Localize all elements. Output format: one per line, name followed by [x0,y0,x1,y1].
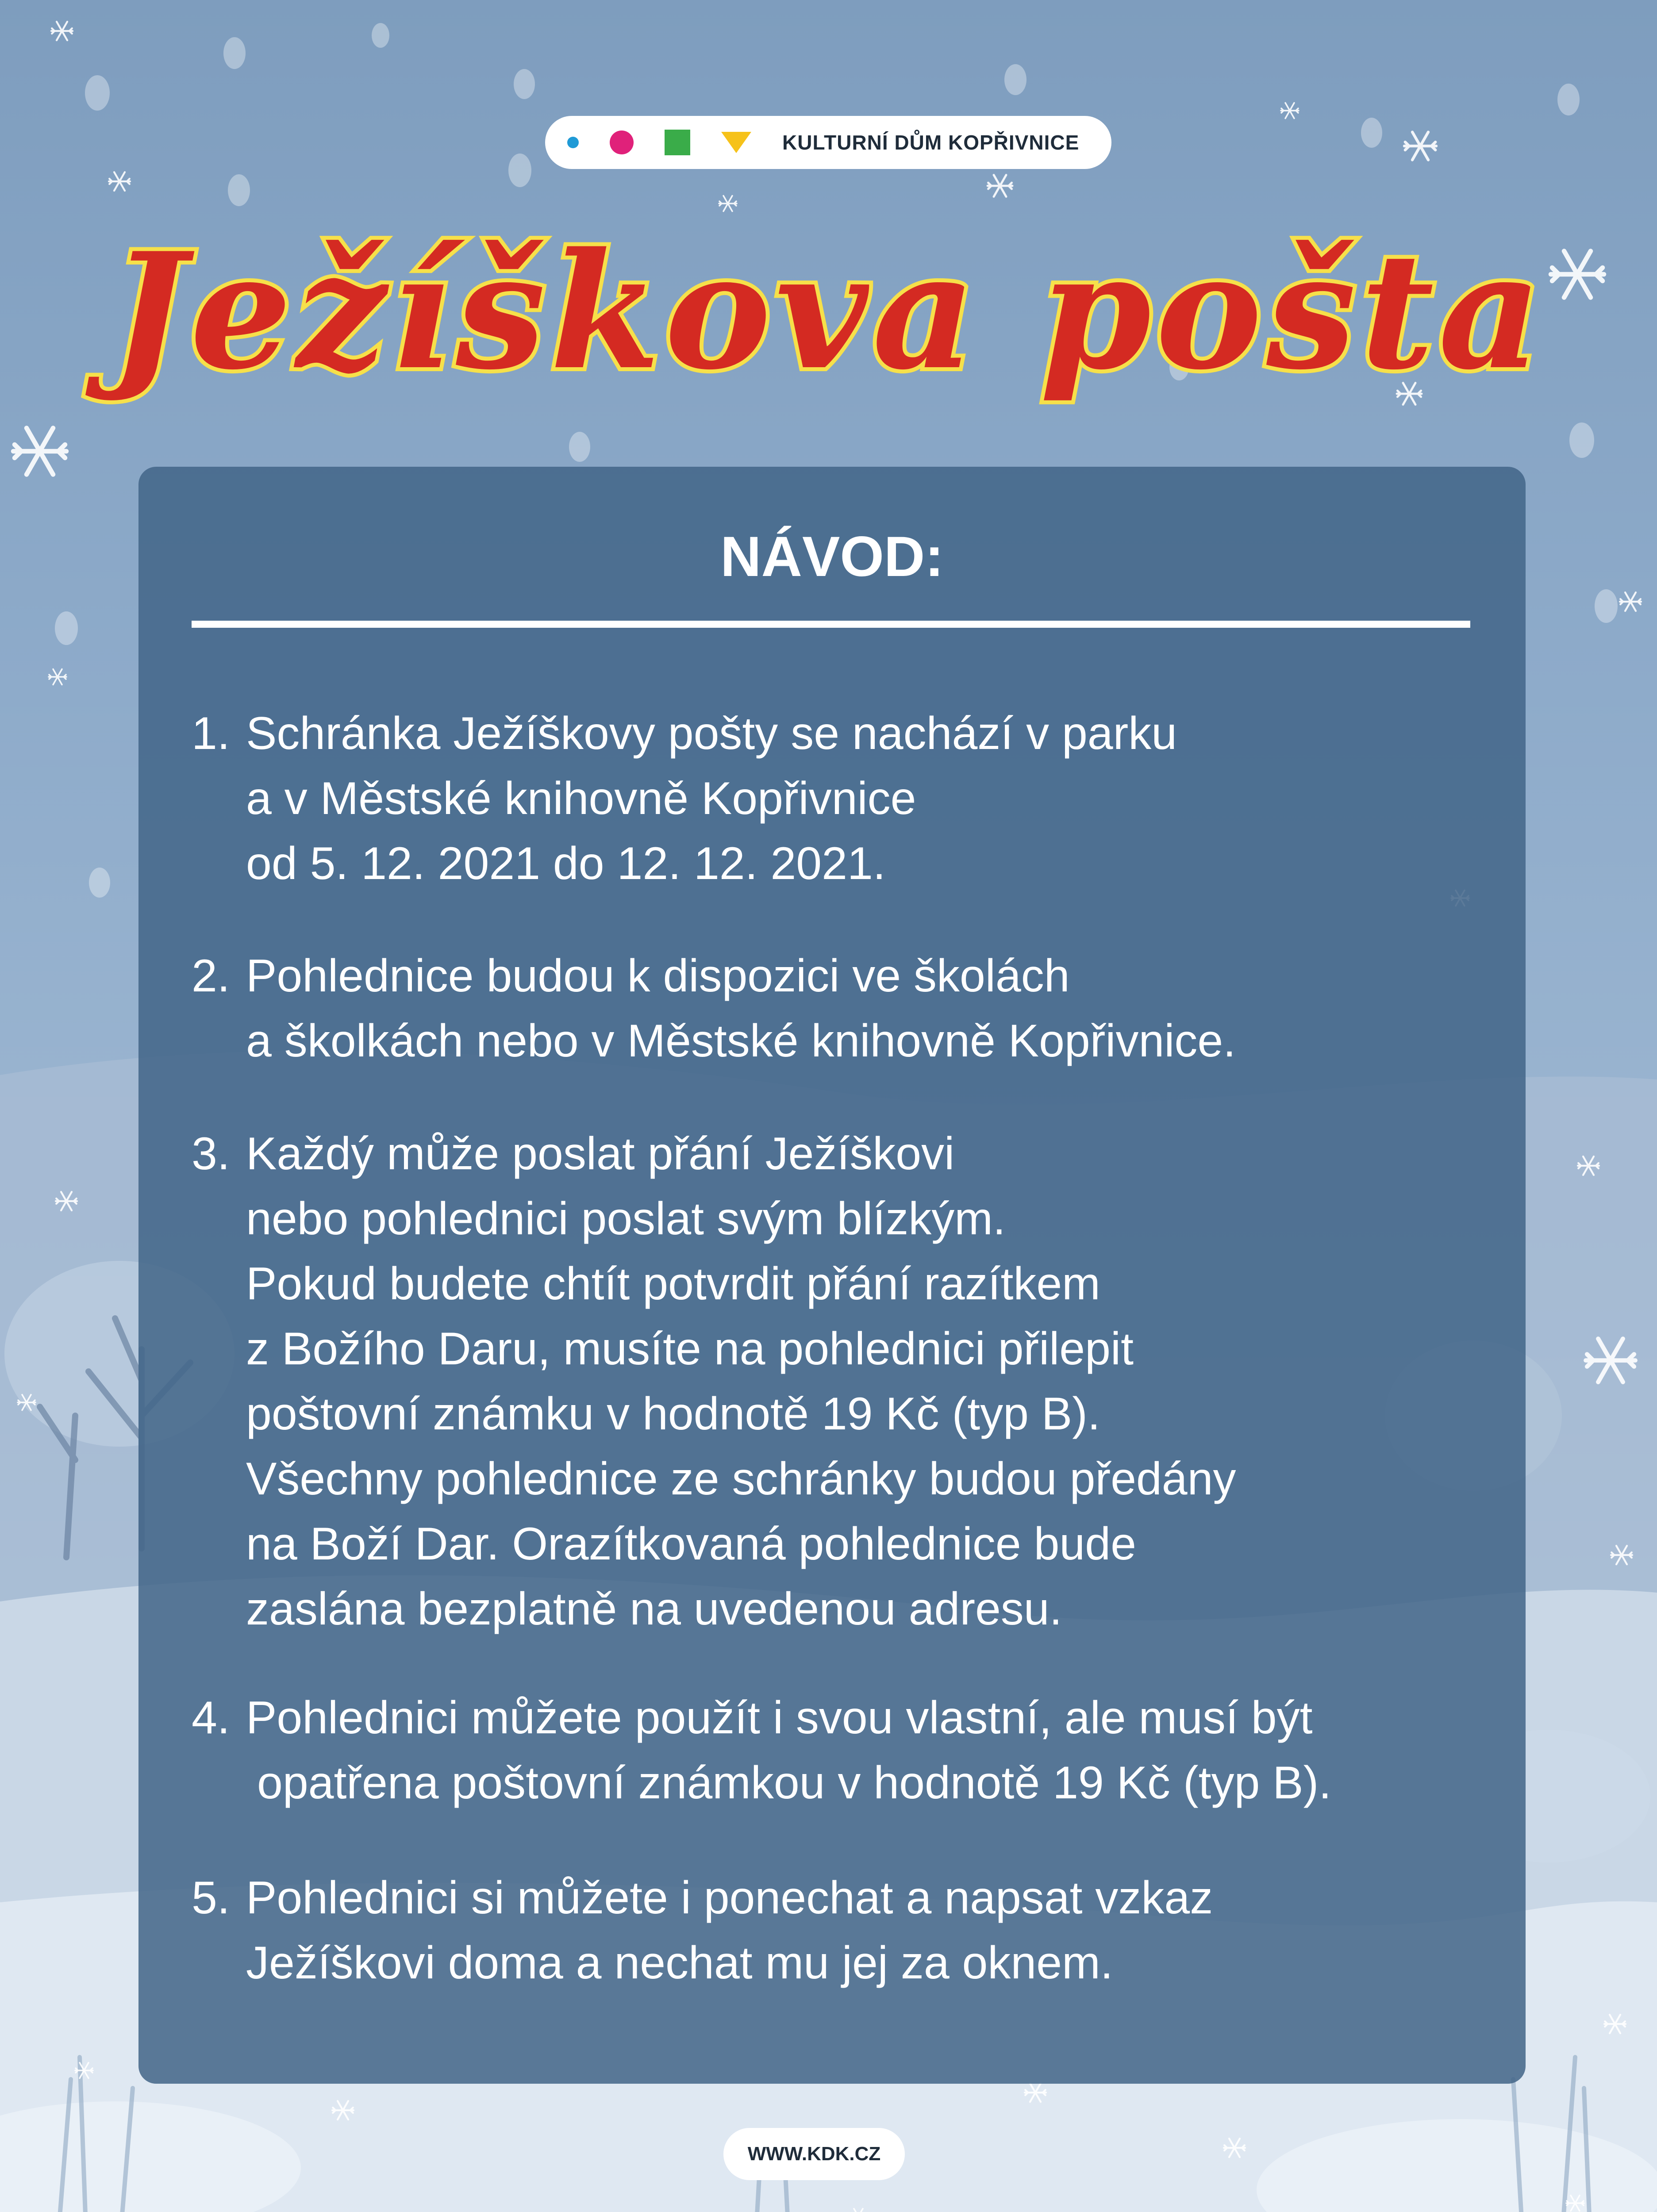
item-number: 2. [192,950,230,1002]
instruction-item-2 [192,944,1236,1074]
item-line: a školkách nebo v Městské knihovně Kopřivnice. [246,1015,1236,1067]
organization-name: KULTURNÍ DŮM KOPŘIVNICE [782,131,1080,154]
item-number: 5. [192,1872,230,1924]
item-number: 1. [192,708,230,759]
item-number: 3. [192,1128,230,1179]
organization-badge [545,116,1111,169]
logo-yellow-triangle [721,132,751,153]
instructions-heading: NÁVOD: [720,525,944,588]
instruction-item-4 [192,1686,1331,1816]
instructions-panel [138,467,1526,2084]
item-line: zaslána bezplatně na uvedenou adresu. [246,1583,1062,1635]
website-link[interactable]: WWW.KDK.CZ [723,2128,905,2180]
item-line: Pokud budete chtít potvrdit přání razítkem [246,1258,1100,1310]
item-line: opatřena poštovní známkou v hodnotě 19 Kč (typ B). [257,1757,1332,1809]
item-line: z Božího Daru, musíte na pohlednici přilepit [246,1323,1134,1375]
item-line: Pohlednici můžete použít i svou vlastní, ale musí být [246,1692,1313,1743]
instruction-item-1 [192,701,1177,896]
item-line: na Boží Dar. Orazítkovaná pohlednice bude [246,1518,1136,1570]
item-line: Každý může poslat přání Ježíškovi [246,1128,955,1179]
instruction-item-3 [192,1121,1236,1642]
item-line: Schránka Ježíškovy pošty se nachází v parku [246,708,1177,759]
item-line: Ježíškovi doma a nechat mu jej za oknem. [246,1937,1113,1989]
item-line: Pohlednici si můžete i ponechat a napsat vzkaz [246,1872,1213,1924]
logo-green-square [665,130,690,155]
logo-blue-dot [567,137,579,148]
logo-pink-dot [610,131,634,154]
item-line: Všechny pohlednice ze schránky budou předány [246,1453,1236,1505]
item-line: od 5. 12. 2021 do 12. 12. 2021. [246,838,886,889]
item-line: a v Městské knihovně Kopřivnice [246,773,916,824]
heading-divider [192,621,1470,628]
instruction-item-5 [192,1866,1213,1996]
item-line: nebo pohlednici poslat svým blízkým. [246,1193,1006,1244]
item-number: 4. [192,1692,230,1743]
poster-title [0,221,1657,429]
item-line: Pohlednice budou k dispozici ve školách [246,950,1070,1002]
item-line: poštovní známku v hodnotě 19 Kč (typ B). [246,1388,1100,1440]
poster-title-text: Ježíškova pošta [110,221,1546,405]
